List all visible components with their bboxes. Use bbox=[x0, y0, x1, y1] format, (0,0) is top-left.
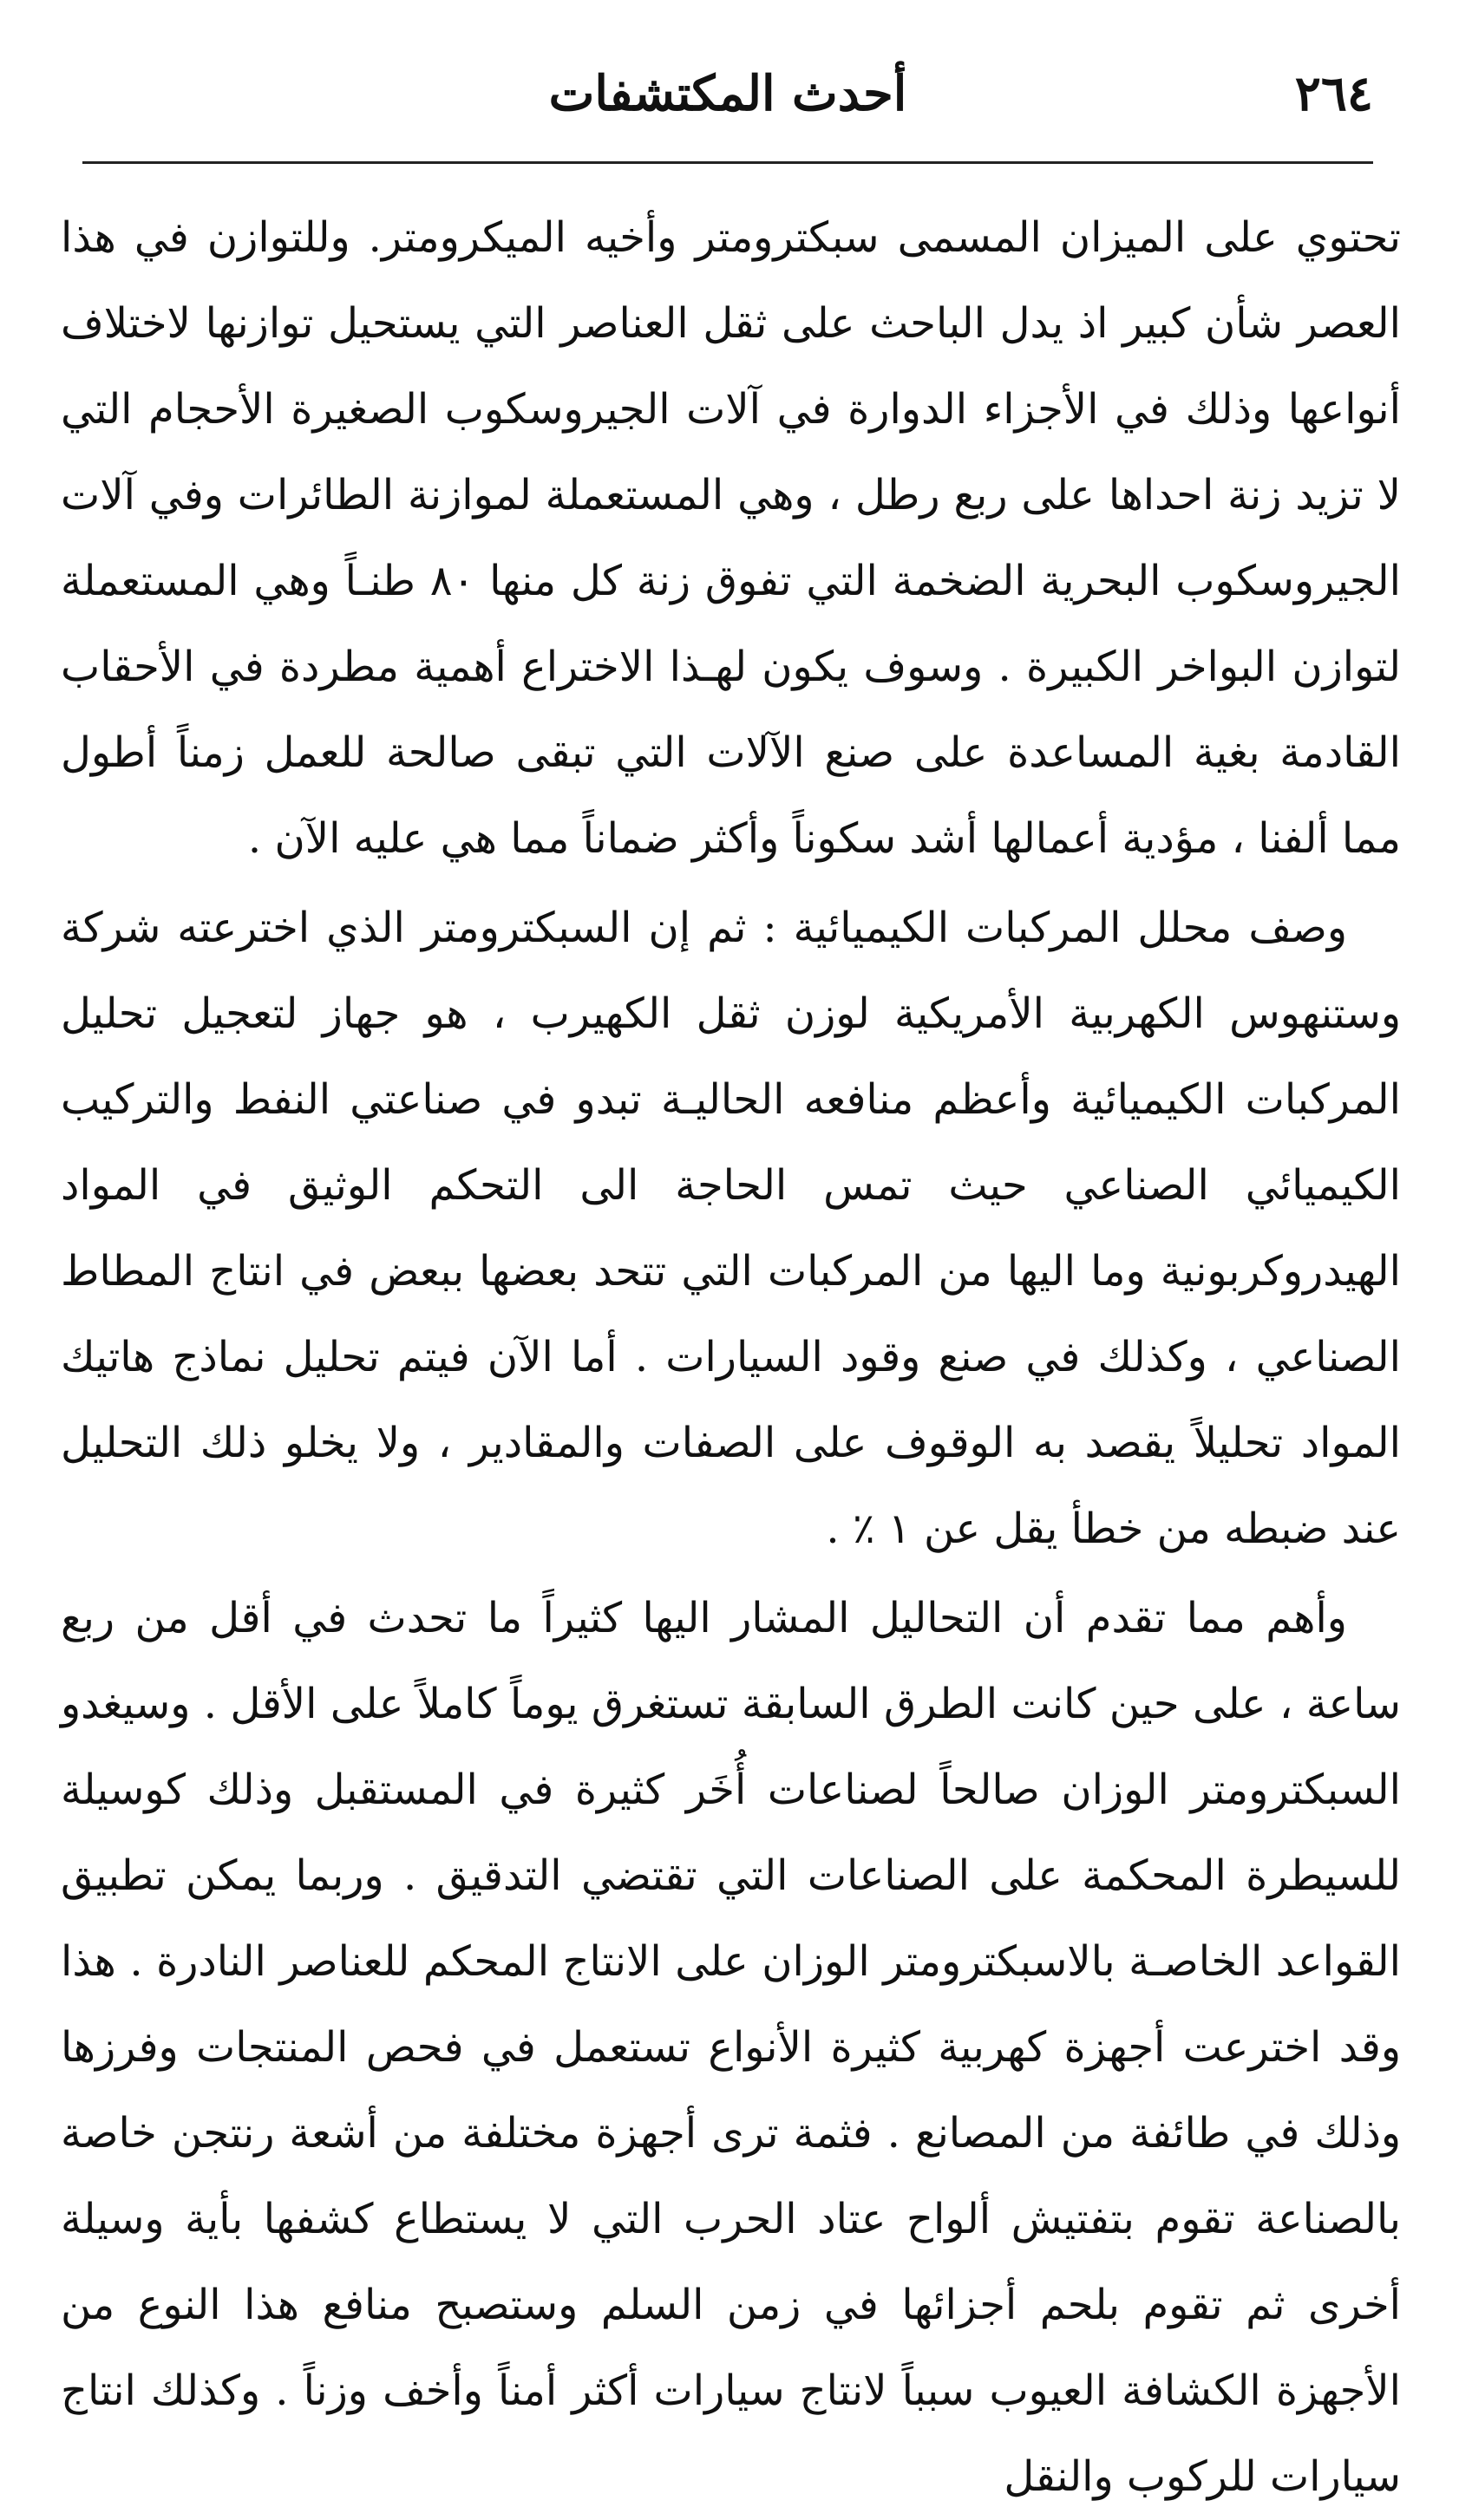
paragraph: تحتوي على الميزان المسمى سبكترومتر وأخيه الميكرومتر. وللتوازن في هذا العصر شأن كبير اذ يدل الباحث على ثقل العناصر التي يستحيل توازنها لاختلاف أنواعها وذلك في الأجزاء الدوارة في آلات الجيروسكوب الصغيرة الأحجام التي لا تزيد زنة احداها على ربع رطل ، وهي المستعملة لموازنة الطائرات وفي آلات الجيروسكوب البحرية الضخمة التي تفوق زنة كل منها ٨٠ طنـاً وهي المستعملة لتوازن البواخر الكبيرة . وسوف يكون لهـذا الاختراع أهمية مطردة في الأحقاب القادمة بغية المساعدة على صنع الآلات التي تبقى صالحة للعمل زمناً أطول مما ألفنا ، مؤدية أعمالها أشد سكوناً وأكثر ضماناً مما هي عليه الآن . bbox=[61, 213, 1401, 863]
header-rule bbox=[82, 161, 1373, 164]
page-header bbox=[82, 61, 1373, 156]
paragraph: وصف محلل المركبات الكيميائية : ثم إن السبكترومتر الذي اخترعته شركة وستنهوس الكهربية الأمريكية لوزن ثقل الكهيرب ، هو جهاز لتعجيل تحليل المركبات الكيميائية وأعظم منافعه الحاليـة تبدو في صناعتي النفط والتركيب الكيميائي الصناعي حيث تمس الحاجة الى التحكم الوثيق في المواد الهيدروكربونية وما اليها من المركبات التي تتحد بعضها ببعض في انتاج المطاط الصناعي ، وكذلك في صنع وقود السيارات . أما الآن فيتم تحليل نماذج هاتيك المواد تحليلاً يقصد به الوقوف على الصفات والمقادير ، ولا يخلو ذلك التحليل عند ضبطه من خطأ يقل عن ١ ٪ . bbox=[61, 904, 1402, 1553]
running-title: أحدث المكتشفات bbox=[548, 65, 907, 122]
page-body bbox=[61, 195, 1401, 2520]
page-number: ٢٦٤ bbox=[1294, 65, 1373, 122]
paragraph: وأهم مما تقدم أن التحاليل المشار اليها كثيراً ما تحدث في أقل من ربع ساعة ، على حين كانت الطرق السابقة تستغرق يوماً كاملاً على الأقل . وسيغدو السبكترومتر الوزان صالحاً لصناعات أُخَر كثيرة في المستقبل وذلك كوسيلة للسيطرة المحكمة على الصناعات التي تقتضي التدقيق . وربما يمكن تطبيق القواعد الخاصـة بالاسبكترومتر الوزان على الانتاج المحكم للعناصر النادرة . هذا وقد اخترعت أجهزة كهربية كثيرة الأنواع تستعمل في فحص المنتجات وفرزها وذلك في طائفة من المصانع . فثمة ترى أجهزة مختلفة من أشعة رنتجن خاصة بالصناعة تقوم بتفتيش ألواح عتاد الحرب التي لا يستطاع كشفها بأية وسيلة أخرى ثم تقوم بلحم أجزائها في زمن السلم وستصبح منافع هذا النوع من الأجهزة الكشافة العيوب سبباً لانتاج سيارات أكثر أمناً وأخف وزناً . وكذلك انتاج سيارات للركوب والنقل bbox=[61, 1594, 1402, 2501]
